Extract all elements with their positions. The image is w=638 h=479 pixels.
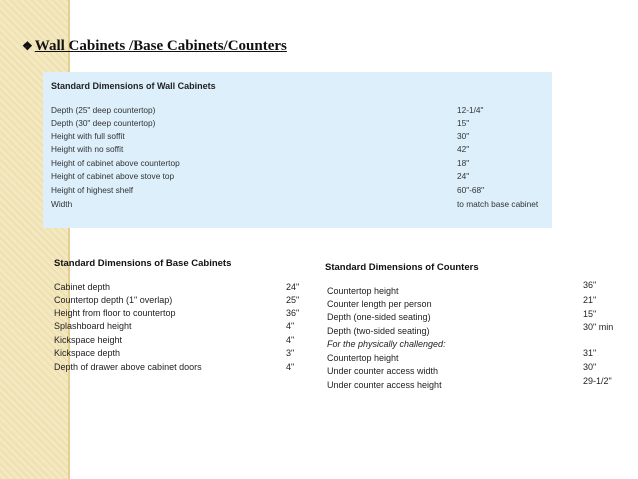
counters-table	[320, 258, 630, 398]
row-label: Depth (25" deep countertop)	[51, 105, 156, 115]
row-value: 12-1/4"	[457, 105, 484, 115]
row-label: Countertop depth (1" overlap)	[54, 295, 173, 305]
row-value: 15"	[583, 309, 597, 319]
counters-title: Standard Dimensions of Counters	[325, 262, 479, 273]
heading-text: Wall Cabinets /Base Cabinets/Counters	[34, 38, 287, 54]
wall-cabinets-table	[43, 72, 552, 228]
row-label: Under counter access height	[327, 380, 442, 390]
row-value: 36"	[583, 280, 597, 290]
row-value: 3"	[286, 348, 295, 358]
row-label: Height of cabinet above stove top	[51, 171, 175, 181]
row-label: Countertop height	[327, 286, 399, 296]
row-value: 25"	[286, 295, 300, 305]
row-value: 30" min	[583, 322, 614, 332]
row-label: Height of cabinet above countertop	[51, 158, 180, 168]
row-label: Counter length per person	[327, 299, 432, 309]
wall-cabinets-title: Standard Dimensions of Wall Cabinets	[51, 81, 216, 91]
row-label: Kickspace height	[54, 335, 123, 345]
diamond-bullet-icon: ❖	[22, 39, 33, 53]
row-label: Splashboard height	[54, 321, 132, 331]
row-value: 29-1/2"	[583, 376, 612, 386]
row-value: to match base cabinet	[457, 199, 539, 209]
row-label: Height from floor to countertop	[54, 308, 176, 318]
row-label: Depth (30" deep countertop)	[51, 118, 156, 128]
row-value: 21"	[583, 295, 597, 305]
row-value: 24"	[457, 171, 470, 181]
row-value: 30"	[583, 362, 597, 372]
slide-heading	[22, 38, 287, 55]
row-label: Depth (one-sided seating)	[327, 312, 431, 322]
base-cabinets-title: Standard Dimensions of Base Cabinets	[54, 258, 232, 269]
row-label: For the physically challenged:	[327, 339, 446, 349]
row-label: Height with full soffit	[51, 131, 125, 141]
row-label: Kickspace depth	[54, 348, 121, 358]
row-value: 24"	[286, 282, 300, 292]
row-label: Countertop height	[327, 353, 399, 363]
row-value: 31"	[583, 348, 597, 358]
row-label: Depth (two-sided seating)	[327, 326, 430, 336]
row-value: 18"	[457, 158, 470, 168]
base-cabinets-table	[48, 255, 310, 390]
row-value: 36"	[286, 308, 300, 318]
row-label: Cabinet depth	[54, 282, 111, 292]
row-value: 60"-68"	[457, 185, 485, 195]
row-value: 4"	[286, 321, 295, 331]
row-label: Width	[51, 199, 73, 209]
row-value: 15"	[457, 118, 470, 128]
row-label: Depth of drawer above cabinet doors	[54, 362, 202, 372]
row-label: Under counter access width	[327, 366, 439, 376]
row-label: Height of highest shelf	[51, 185, 134, 195]
row-value: 4"	[286, 335, 295, 345]
row-value: 4"	[286, 362, 295, 372]
row-value: 30"	[457, 131, 470, 141]
row-label: Height with no soffit	[51, 144, 124, 154]
row-value: 42"	[457, 144, 470, 154]
